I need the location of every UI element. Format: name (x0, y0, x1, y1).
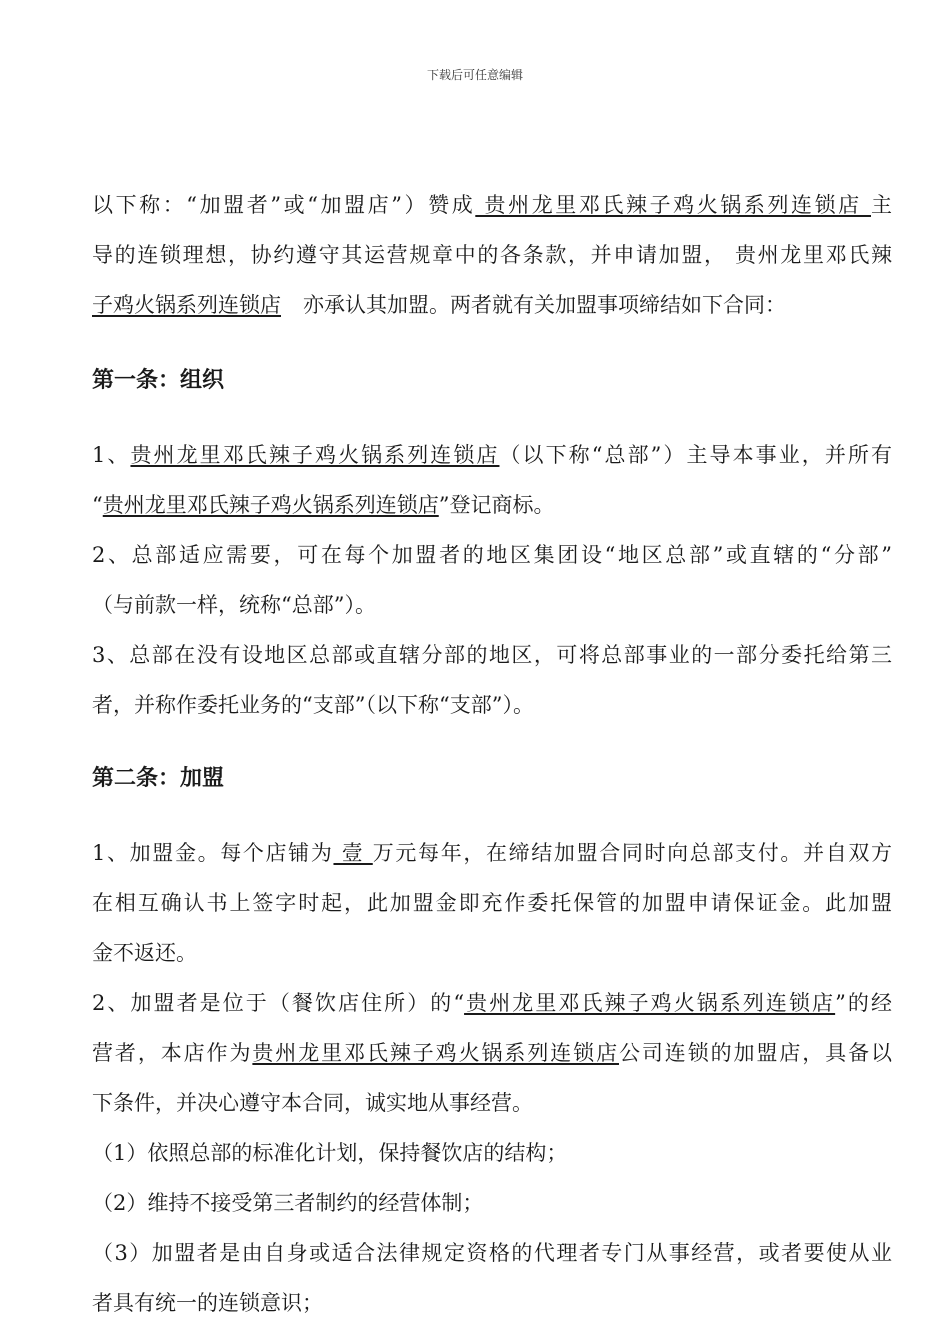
underlined-field: 贵州龙里邓氏辣子鸡火锅系列连锁店 (130, 443, 500, 467)
text-segment: 第一条：组织 (92, 368, 225, 393)
text-segment: （以下称“总部”）主导本事业，并所有 (499, 443, 892, 467)
underlined-field: 贵州龙里邓氏辣子鸡火锅系列连锁店 (464, 991, 836, 1015)
text-segment: 导的连锁理想，协约遵守其运营规章中的各条款，并申请加盟， (92, 243, 727, 267)
underlined-field: 壹 (333, 841, 373, 865)
text-segment: 在相互确认书上签字时起，此加盟金即充作委托保管的加盟申请保证金。此加盟 (92, 891, 892, 915)
underlined-field: 贵州龙里邓氏辣子鸡火锅系列连锁店 (102, 493, 439, 517)
text-segment: （3）加盟者是由自身或适合法律规定资格的代理者专门从事经营，或者要使从业 (92, 1241, 892, 1265)
text-segment: （2）维持不接受第三者制约的经营体制； (92, 1191, 484, 1215)
text-segment: 2、加盟者是位于（餐饮店住所）的“ (92, 991, 465, 1015)
text-line (92, 691, 892, 719)
text-segment: 下条件，并决心遵守本合同，诚实地从事经营。 (92, 1091, 533, 1115)
text-segment: 3、总部在没有设地区总部或直辖分部的地区，可将总部事业的一部分委托给第三 (92, 643, 892, 667)
text-line (92, 491, 892, 519)
text-line (92, 939, 892, 967)
text-line (92, 1289, 892, 1317)
text-line (92, 1089, 892, 1117)
text-segment: （与前款一样，统称“总部”）。 (92, 593, 376, 617)
text-line (92, 1039, 892, 1067)
text-line (92, 1239, 892, 1267)
text-segment: 1、 (92, 443, 131, 467)
underlined-field: 子鸡火锅系列连锁店 (92, 293, 281, 317)
text-line (92, 591, 892, 619)
text-line (92, 1189, 892, 1217)
text-segment: 万元每年，在缔结加盟合同时向总部支付。并自双方 (372, 841, 892, 865)
text-line (92, 441, 892, 469)
text-segment: 者具有统一的连锁意识； (92, 1291, 323, 1315)
text-line (92, 641, 892, 669)
text-segment: 者，并称作委托业务的“支部”（以下称“支部”）。 (92, 693, 534, 717)
section-heading (92, 765, 892, 793)
text-segment: 贵州龙里邓氏辣 (726, 243, 892, 267)
text-line (92, 989, 892, 1017)
page-header: 下载后可任意编辑 (426, 68, 523, 82)
section-heading (92, 367, 892, 395)
text-segment: ”登记商标。 (438, 493, 555, 517)
text-line (92, 839, 892, 867)
text-segment: 1、加盟金。每个店铺为 (92, 841, 334, 865)
text-segment: （1）依照总部的标准化计划，保持餐饮店的结构； (92, 1141, 568, 1165)
text-line (92, 1139, 892, 1167)
text-segment: 2、总部适应需要，可在每个加盟者的地区集团设“地区总部”或直辖的“分部” (92, 543, 892, 567)
text-segment: 公司连锁的加盟店，具备以 (618, 1041, 893, 1065)
text-segment: ”的经 (835, 991, 892, 1015)
text-line (92, 291, 892, 319)
text-line (92, 191, 892, 219)
text-segment: “ (92, 493, 103, 517)
text-line (92, 889, 892, 917)
text-line (92, 541, 892, 569)
underlined-field: 贵州龙里邓氏辣子鸡火锅系列连锁店 (475, 193, 871, 217)
text-segment: 以下称：“加盟者”或“加盟店”）赞成 (92, 193, 476, 217)
text-segment: 营者，本店作为 (92, 1041, 253, 1065)
text-segment: 金不返还。 (92, 941, 197, 965)
text-line (92, 241, 892, 269)
text-segment: 第二条：加盟 (92, 766, 225, 791)
text-segment: 亦承认其加盟。两者就有关加盟事项缔结如下合同： (303, 293, 786, 317)
text-segment: 主 (871, 193, 892, 217)
underlined-field: 贵州龙里邓氏辣子鸡火锅系列连锁店 (252, 1041, 619, 1065)
